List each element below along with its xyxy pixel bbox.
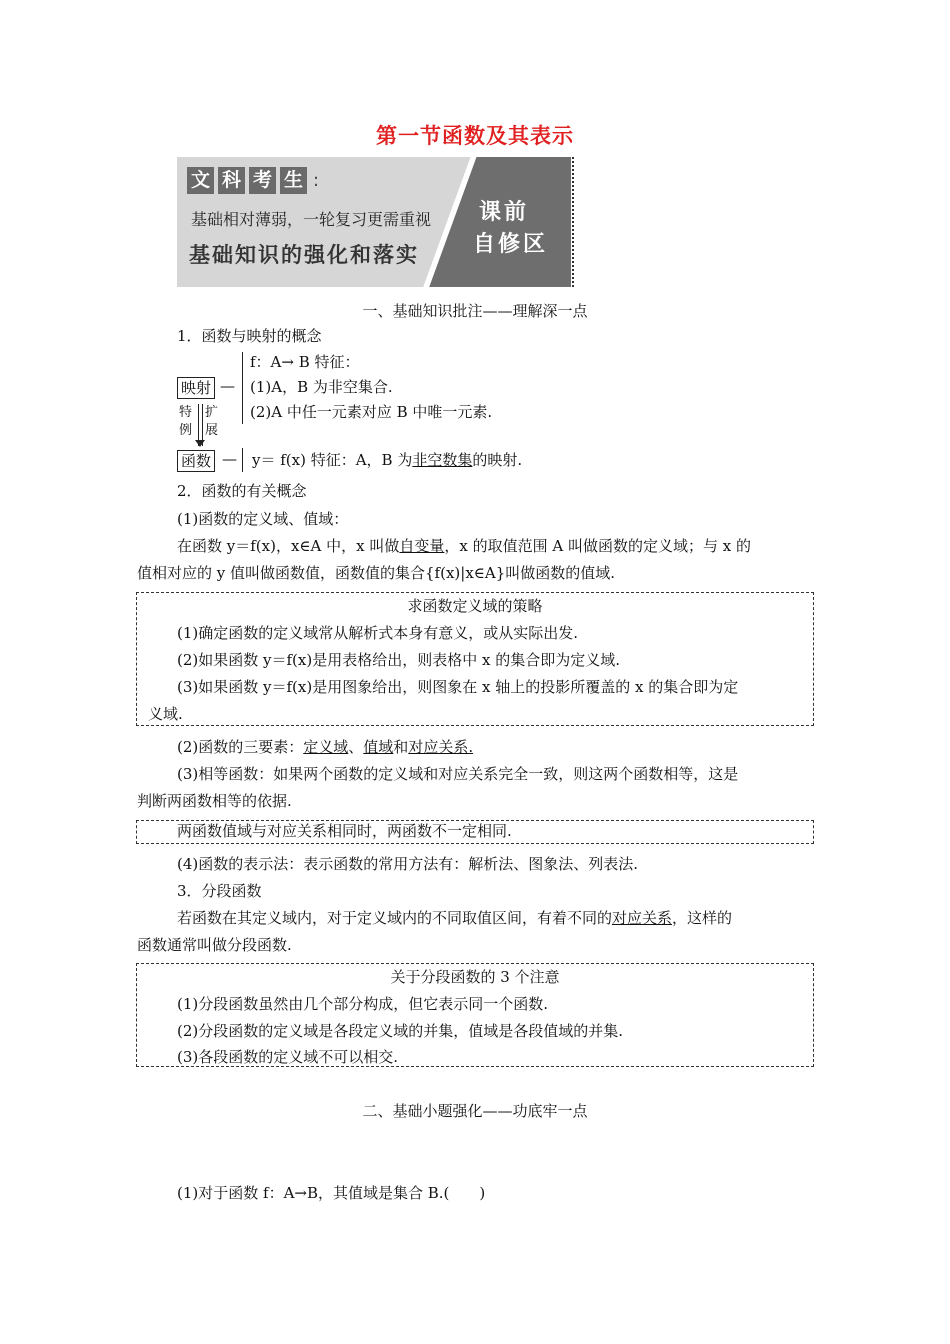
term-range: 值域 [363,738,394,756]
mapping-line: (2)A 中任一元素对应 B 中唯一元素. [250,403,493,421]
function-bracket [242,448,243,472]
strategy-box-title: 求函数定义域的策略 [407,597,543,615]
item1-heading: 1．函数与映射的概念 [177,327,322,345]
tag-char: 生 [280,167,307,194]
question-1: (1)对于函数 f：A→B，其值域是集合 B.( ) [177,1184,486,1202]
sub1-text-line2: 值相对应的 y 值叫做函数值，函数值的集合{f(x)|x∈A}叫做函数的值域. [137,564,616,582]
item3-text-line1: 若函数在其定义域内，对于定义域内的不同取值区间，有着不同的对应关系，这样的 [177,909,733,927]
piecewise-line: (2)分段函数的定义域是各段定义域的并集，值域是各段值域的并集. [177,1022,624,1040]
tag-char: 考 [249,167,276,194]
function-box [177,450,215,472]
piecewise-line: (3)各段函数的定义域不可以相交. [177,1048,399,1066]
piecewise-line: (1)分段函数虽然由几个部分构成，但它表示同一个函数. [177,995,549,1013]
banner-right-line2: 自修区 [473,232,549,257]
mapping-line: f：A→ B 特征： [250,353,360,371]
function-feature-suffix: 的映射. [472,451,523,469]
function-feature-underlined: 非空数集 [412,451,473,469]
mapping-dash: — [220,377,235,395]
page-title: 第一节函数及其表示 [376,123,574,148]
tag-char: 文 [187,167,214,194]
function-feature-prefix: y＝ f(x) 特征：A，B 为 [252,451,413,469]
strategy-line: (1)确定函数的定义域常从解析式本身有意义，或从实际出发. [177,624,579,642]
banner-headline: 基础知识的强化和落实 [189,243,419,267]
extend-label: 扩展 [205,405,219,438]
strategy-line: (2)如果函数 y＝f(x)是用表格给出，则表格中 x 的集合即为定义域. [177,651,620,669]
mapping-features [250,350,492,425]
item2-heading: 2．函数的有关概念 [177,482,307,500]
function-feature [252,447,522,473]
strategy-line: (3)如果函数 y＝f(x)是用图象给出，则图象在 x 轴上的投影所覆盖的 x 的集合即为定 [177,678,739,696]
term-variable: 自变量 [399,537,445,555]
sub1-text-line1: 在函数 y＝f(x)，x∈A 中，x 叫做自变量，x 的取值范围 A 叫做函数的定义域；与 x 的 [177,537,751,555]
tag-colon: : [313,170,320,191]
term-correspondence: 对应关系. [408,738,474,756]
banner [177,157,571,287]
mapping-label: 映射 [177,377,215,399]
function-dash: — [222,450,237,468]
piecewise-box-title: 关于分段函数的 3 个注意 [390,968,560,986]
strategy-line: 义域. [148,705,183,723]
section2-heading: 二、基础小题强化——功底牢一点 [362,1102,588,1120]
note-box-text: 两函数值域与对应关系相同时，两函数不一定相同. [177,822,512,840]
down-arrow-icon [195,440,205,447]
sub3-line1: (3)相等函数：如果两个函数的定义域和对应关系完全一致，则这两个函数相等，这是 [177,765,739,783]
tag-char: 科 [218,167,245,194]
mapping-line: (1)A，B 为非空集合. [250,378,393,396]
sub2-line: (2)函数的三要素：定义域、值域和对应关系. [177,738,474,756]
mapping-box [177,377,215,399]
banner-subtitle: 基础相对薄弱，一轮复习更需重视 [191,210,432,229]
term-domain: 定义域 [303,738,349,756]
sub3-line2: 判断两函数相等的依据. [137,792,292,810]
term-correspondence-2: 对应关系 [612,909,673,927]
mapping-bracket [242,352,243,424]
item3-heading: 3．分段函数 [177,882,262,900]
section1-heading: 一、基础知识批注——理解深一点 [362,302,588,320]
banner-tag [187,167,319,194]
item3-text-line2: 函数通常叫做分段函数. [137,936,292,954]
sub1-heading: (1)函数的定义域、值域： [177,510,349,528]
banner-right-text [473,197,549,261]
function-label: 函数 [177,450,215,472]
sub4-line: (4)函数的表示法：表示函数的常用方法有：解析法、图象法、列表法. [177,855,639,873]
special-label: 特例 [179,405,193,438]
banner-right-line1: 课前 [479,200,530,225]
